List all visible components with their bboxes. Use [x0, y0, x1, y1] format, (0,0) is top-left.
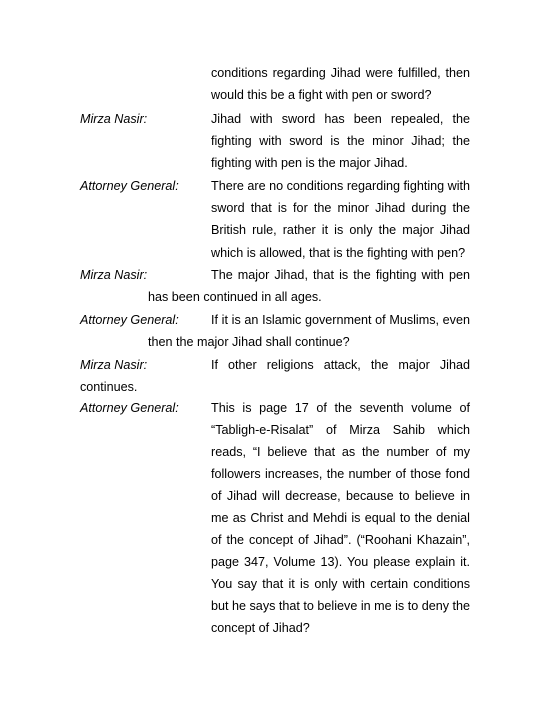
speaker-label: Attorney General: — [80, 179, 179, 193]
text-line: continues. — [80, 380, 138, 394]
text-line: of the concept of Jihad”. (“Roohani Khazain”, — [211, 533, 470, 547]
text-line: fighting with sword is the minor Jihad; the — [211, 134, 470, 148]
text-line: me as Christ and Mehdi is equal to the denial — [211, 511, 470, 525]
text-line: followers increases, the number of those fond — [211, 467, 470, 481]
text-line: There are no conditions regarding fighting with — [211, 179, 471, 193]
text-line: This is page 17 of the seventh volume of — [211, 401, 470, 415]
speaker-label: Mirza Nasir: — [80, 112, 148, 126]
text-line: then the major Jihad shall continue? — [148, 335, 350, 349]
text-line: British rule, rather it is only the major Jihad — [211, 223, 470, 237]
text-line: would this be a fight with pen or sword? — [211, 88, 432, 102]
speaker-label: Attorney General: — [80, 401, 179, 415]
speaker-label: Attorney General: — [80, 313, 179, 327]
text-line: of Jihad will decrease, because to believe in — [211, 489, 470, 503]
text-line: conditions regarding Jihad were fulfilled, then — [211, 66, 470, 80]
speaker-label: Mirza Nasir: — [80, 358, 148, 372]
text-line: You say that it is only with certain conditions — [211, 577, 470, 591]
text-line: sword that is for the minor Jihad during the — [211, 201, 470, 215]
text-line: but he says that to believe in me is to deny the — [211, 599, 471, 613]
speaker-label: Mirza Nasir: — [80, 268, 148, 282]
text-line: The major Jihad, that is the fighting with pen — [211, 268, 470, 282]
text-line: reads, “I believe that as the number of my — [211, 445, 470, 459]
text-line: which is allowed, that is the fighting with pen? — [211, 246, 466, 260]
text-line: Jihad with sword has been repealed, the — [211, 112, 470, 126]
text-line: has been continued in all ages. — [148, 290, 322, 304]
text-line: If it is an Islamic government of Muslims, even — [211, 313, 470, 327]
text-line: If other religions attack, the major Jihad — [211, 358, 470, 372]
text-line: fighting with pen is the major Jihad. — [211, 156, 408, 170]
text-line: “Tabligh-e-Risalat” of Mirza Sahib which — [211, 423, 470, 437]
text-line: concept of Jihad? — [211, 621, 310, 635]
text-line: page 347, Volume 13). You please explain it. — [211, 555, 470, 569]
